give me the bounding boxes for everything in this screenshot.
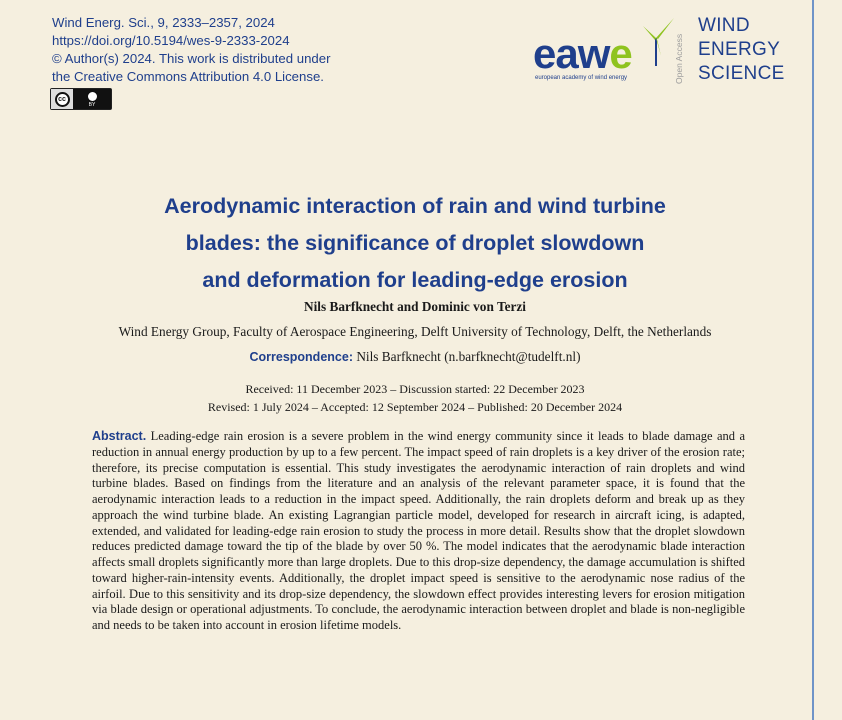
- dates-published: Revised: 1 July 2024 – Accepted: 12 September 2024 – Published: 20 December 2024: [207, 400, 623, 414]
- wind-turbine-icon: [641, 16, 677, 66]
- abstract-label: Abstract.: [92, 429, 147, 443]
- correspondence-label: Correspondence:: [249, 350, 353, 364]
- eawe-wordmark: eawe: [533, 30, 632, 77]
- cc-icon: cc: [55, 92, 70, 107]
- citation-doi-link[interactable]: https://doi.org/10.5194/wes-9-2333-2024: [52, 33, 290, 48]
- correspondence-value[interactable]: Nils Barfknecht (n.barfknecht@tudelft.nl): [356, 349, 581, 364]
- abstract-text: Leading-edge rain erosion is a severe problem in the wind energy community since it leads to blade damage and a reduction in annual energy production by up to a few percent. The impact speed of rain droplets is a key driver of the erosion rate; therefore, its precise computation is essential. This study investigates the aerodynamic interaction of rain droplets and wind turbine blades. Based on findings from the literature and an analysis of the relevant parameter space, it is found that the aerodynamic interaction leads to a reduction in the impact speed. Additionally, the rain droplets deform and break up as they approach the wind turbine blade. An existing Lagrangian particle model, developed for research in aircraft icing, is adapted, extended, and validated for leading-edge rain erosion to study the process in more detail. Results show that the droplet slowdown reduces predicted damage toward the tip of the blade by over 50 %. The model indicates that the aerodynamic blade interaction affects small droplets significantly more than large droplets. Due to this drop-size dependency, the damage accumulation is shifted toward higher-rain-intensity events. Additionally, the droplet impact speed is sensitive to the aerodynamic nose radius of the airfoil. Due to this sensitivity and its drop-size dependency, the slowdown effect provides interesting levers for erosion mitigation via blade design or operational adjustments. To conclude, the aerodynamic interaction between droplet and blade is non-negligible and needs to be taken into account in erosion lifetime models.: [92, 429, 745, 632]
- paper-title: Aerodynamic interaction of rain and wind turbine blades: the significance of droplet slowdown and deformation for leading-edge erosion: [164, 194, 666, 292]
- abstract: [92, 429, 745, 634]
- by-label: BY: [88, 101, 96, 108]
- dates-received: Received: 11 December 2023 – Discussion started: 22 December 2023: [245, 382, 585, 396]
- affiliation: Wind Energy Group, Faculty of Aerospace Engineering, Delft University of Technology, Delft, the Netherlands: [118, 324, 712, 339]
- correspondence: [60, 349, 770, 365]
- page-edge-rule: [812, 0, 814, 720]
- citation-license: the Creative Commons Attribution 4.0 License.: [52, 69, 324, 84]
- citation-copyright: © Author(s) 2024. This work is distributed under: [52, 51, 331, 66]
- journal-name: WIND ENERGY SCIENCE: [698, 15, 785, 84]
- cc-by-license-badge[interactable]: [50, 88, 112, 110]
- citation-block: [52, 14, 330, 86]
- attribution-person-icon: [87, 91, 98, 102]
- citation-journal-ref: Wind Energ. Sci., 9, 2333–2357, 2024: [52, 15, 275, 30]
- eawe-logo: [533, 16, 673, 82]
- author-list: Nils Barfknecht and Dominic von Terzi: [303, 299, 526, 314]
- eawe-tagline: european academy of wind energy: [535, 75, 628, 81]
- open-access-label: Open Access: [674, 33, 684, 84]
- publication-dates: [60, 380, 770, 416]
